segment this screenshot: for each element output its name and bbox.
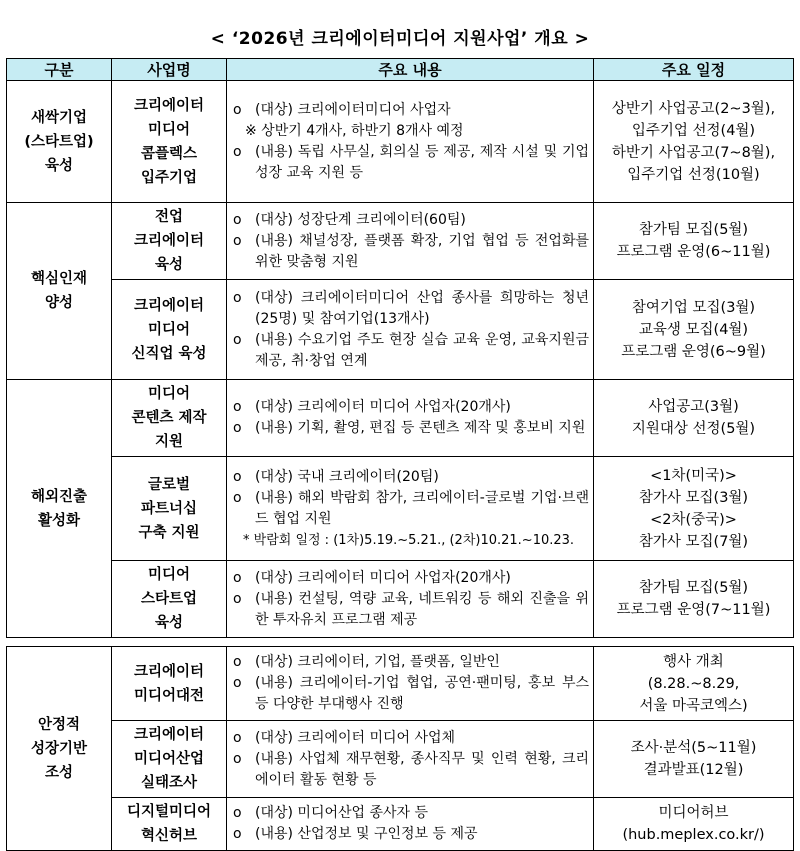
- program-name-text: 디지털미디어: [126, 804, 212, 820]
- schedule-text: (8.28.~8.29,: [647, 675, 740, 692]
- category-cell: [7, 81, 112, 203]
- bullet-item: [233, 824, 589, 845]
- schedule-text: <2차(중국)>: [650, 511, 737, 528]
- bullet-item: [233, 673, 589, 715]
- schedule-cell: [594, 561, 794, 638]
- bullet-marker: o: [233, 590, 242, 607]
- content-cell: [227, 647, 594, 721]
- header-schedule: 주요 일정: [594, 59, 794, 81]
- schedule-cell: [594, 81, 794, 203]
- schedule-cell: [594, 721, 794, 798]
- bullet-item: [233, 568, 589, 589]
- program-name-text: 크리에이터: [133, 663, 205, 680]
- bullet-marker: o: [233, 569, 242, 586]
- bullet-text: (대상) 성장단계 크리에이터(60팀): [255, 211, 466, 228]
- category-text: 조성: [44, 764, 73, 781]
- content-cell: [227, 561, 594, 638]
- schedule-text: 프로그램 운영(6~11월): [616, 244, 771, 260]
- bullet-text: (대상) 크리에이터미디어 사업자: [255, 101, 451, 118]
- program-name-cell: [112, 561, 227, 638]
- category-text: 핵심인재: [30, 271, 88, 287]
- category-text: 안정적: [37, 716, 81, 733]
- bullet-marker: o: [233, 211, 242, 228]
- program-name-cell: [112, 457, 227, 561]
- schedule-cell: [594, 457, 794, 561]
- schedule-text: <1차(미국)>: [650, 467, 737, 484]
- program-name-text: 미디어: [147, 567, 191, 583]
- bullet-item: [233, 418, 589, 439]
- program-name-cell: [112, 721, 227, 798]
- schedule-text: 상반기 사업공고(2~3월),: [611, 100, 776, 117]
- program-name-text: 콤플렉스: [140, 145, 198, 162]
- program-name-text: 미디어: [147, 121, 191, 138]
- bullet-text: (내용) 컨설팅, 역량 교육, 네트워킹 등 해외 진출을 위한 투자유치 프로그램 제공: [255, 590, 589, 628]
- bullet-item: [233, 589, 589, 631]
- program-name-cell: [112, 81, 227, 203]
- table-row: [7, 561, 794, 638]
- table-row: [7, 380, 794, 457]
- bullet-text: (대상) 크리에이터, 기업, 플랫폼, 일반인: [255, 654, 500, 670]
- note-text: ※ 상반기 4개사, 하반기 8개사 예정: [245, 122, 464, 139]
- bullet-item: [233, 467, 589, 488]
- schedule-text: 참가팀 모집(5월): [638, 580, 749, 596]
- bullet-marker: o: [233, 399, 242, 415]
- bullet-text: (대상) 크리에이터미디어 산업 종사를 희망하는 청년(25명) 및 참여기업(13개사): [255, 289, 589, 327]
- schedule-text: 사업공고(3월): [648, 399, 739, 415]
- bullet-text: (대상) 미디어산업 종사자 등: [255, 805, 429, 821]
- bullet-marker: o: [233, 805, 242, 821]
- program-name-text: 육성: [154, 615, 183, 631]
- bullet-marker: o: [233, 289, 242, 306]
- schedule-cell: [594, 280, 794, 380]
- program-name-text: 입주기업: [140, 169, 198, 186]
- category-cell: [7, 380, 112, 638]
- category-text: 양성: [44, 295, 73, 311]
- bullet-item: [233, 100, 589, 121]
- program-name-text: 혁신허브: [140, 828, 198, 844]
- bullet-marker: o: [233, 675, 242, 691]
- category-text: 새싹기업: [30, 109, 88, 126]
- bullet-item: [233, 330, 589, 372]
- program-name-text: 크리에이터: [133, 297, 205, 314]
- schedule-text: 하반기 사업공고(7~8월),: [611, 144, 776, 161]
- bullet-text: (내용) 독립 사무실, 회의실 등 제공, 제작 시설 및 기업성장 교육 지원 등: [255, 143, 589, 181]
- bullet-text: (대상) 크리에이터 미디어 사업체: [255, 729, 456, 746]
- bullet-text: (내용) 기획, 촬영, 편집 등 콘텐츠 제작 및 홍보비 지원: [255, 420, 586, 436]
- schedule-text: 행사 개최: [663, 653, 724, 670]
- program-name-text: 미디어산업: [133, 751, 205, 767]
- program-name-text: 미디어: [147, 386, 191, 402]
- header-program-name: 사업명: [112, 59, 227, 81]
- schedule-text: 참가팀 모집(5월): [638, 222, 749, 238]
- category-cell: [7, 203, 112, 380]
- table-row: [7, 457, 794, 561]
- schedule-text: (hub.meplex.co.kr/): [622, 827, 765, 843]
- schedule-text: 참가사 모집(7월): [638, 533, 749, 550]
- bullet-item: [233, 749, 589, 791]
- bullet-item: [233, 397, 589, 418]
- program-name-text: 전업: [154, 209, 183, 225]
- content-cell: [227, 798, 594, 851]
- header-category: 구분: [7, 59, 112, 81]
- schedule-cell: [594, 203, 794, 280]
- category-text: 활성화: [37, 512, 81, 529]
- schedule-text: 결과발표(12월): [643, 762, 744, 778]
- category-text: (스타트업): [24, 133, 94, 150]
- bullet-item: [233, 210, 589, 231]
- program-name-text: 크리에이터: [133, 727, 205, 743]
- bullet-text: (내용) 해외 박람회 참가, 크리에이터-글로벌 기업·브랜드 협업 지원: [255, 489, 589, 527]
- program-table: [6, 58, 794, 638]
- schedule-text: 참여기업 모집(3월): [631, 299, 756, 316]
- bullet-item: [233, 728, 589, 749]
- bullet-text: (대상) 국내 크리에이터(20팀): [255, 468, 439, 485]
- program-name-text: 미디어대전: [133, 687, 205, 704]
- bullet-item: [233, 652, 589, 673]
- schedule-text: 입주기업 선정(10월): [627, 166, 760, 183]
- content-cell: [227, 280, 594, 380]
- bullet-marker: o: [233, 750, 242, 767]
- table-row: [7, 721, 794, 798]
- program-name-cell: [112, 203, 227, 280]
- program-name-text: 지원: [154, 434, 183, 450]
- content-cell: [227, 457, 594, 561]
- program-name-text: 파트너십: [140, 500, 198, 517]
- bullet-marker: o: [233, 654, 242, 670]
- schedule-text: 입주기업 선정(4월): [631, 122, 756, 139]
- program-name-text: 글로벌: [147, 476, 191, 493]
- category-cell: [7, 647, 112, 851]
- table-header-row: [7, 59, 794, 81]
- bullet-text: (내용) 수요기업 주도 현장 실습 교육 운영, 교육지원금 제공, 취·창업 연계: [255, 331, 589, 369]
- schedule-text: 서울 마곡코엑스): [639, 697, 748, 714]
- program-name-cell: [112, 798, 227, 851]
- table-row: [7, 280, 794, 380]
- category-text: 육성: [44, 157, 73, 174]
- schedule-cell: [594, 798, 794, 851]
- schedule-cell: [594, 380, 794, 457]
- schedule-text: 교육생 모집(4월): [638, 321, 749, 338]
- program-name-text: 실태조사: [140, 775, 198, 791]
- program-name-cell: [112, 380, 227, 457]
- bullet-marker: o: [233, 232, 242, 249]
- bullet-item: [233, 803, 589, 824]
- page-title: < ‘2026년 크리에이터미디어 지원사업’ 개요 >: [210, 29, 590, 49]
- content-cell: [227, 203, 594, 280]
- schedule-text: 지원대상 선정(5월): [631, 421, 756, 437]
- table-row: [7, 203, 794, 280]
- bullet-marker: o: [233, 489, 242, 506]
- schedule-text: 프로그램 운영(7~11월): [616, 602, 771, 618]
- header-main-content: 주요 내용: [227, 59, 594, 81]
- table-row: [7, 81, 794, 203]
- program-name-text: 육성: [154, 257, 183, 273]
- bullet-marker: o: [233, 420, 242, 436]
- program-name-text: 구축 지원: [138, 524, 200, 541]
- program-name-cell: [112, 647, 227, 721]
- bullet-marker: o: [233, 729, 242, 746]
- bullet-text: (내용) 채널성장, 플랫폼 확장, 기업 협업 등 전업화를 위한 맞춤형 지원: [255, 232, 589, 270]
- program-name-text: 미디어: [147, 321, 191, 338]
- program-name-text: 콘텐츠 제작: [131, 410, 207, 426]
- bullet-item: [233, 231, 589, 273]
- program-name-text: 신직업 육성: [131, 345, 207, 362]
- program-name-text: 스타트업: [140, 591, 198, 607]
- bullet-item: [233, 142, 589, 184]
- bullet-marker: o: [233, 826, 242, 842]
- schedule-cell: [594, 647, 794, 721]
- bullet-marker: o: [233, 143, 242, 160]
- bullet-text: (내용) 사업체 재무현황, 종사직무 및 인력 현황, 크리에이터 활동 현황 등: [255, 750, 589, 788]
- table-row: [7, 798, 794, 851]
- content-cell: [227, 380, 594, 457]
- bullet-text: (대상) 크리에이터 미디어 사업자(20개사): [255, 399, 511, 415]
- bullet-marker: o: [233, 468, 242, 485]
- category-text: 성장기반: [30, 740, 88, 757]
- program-name-text: 크리에이터: [133, 233, 205, 249]
- program-name-cell: [112, 280, 227, 380]
- program-table-continued: [6, 646, 794, 851]
- table-row: [7, 647, 794, 721]
- bullet-text: (대상) 크리에이터 미디어 사업자(20개사): [255, 569, 511, 586]
- schedule-text: 프로그램 운영(6~9월): [621, 343, 766, 360]
- bullet-text: (내용) 크리에이터-기업 협업, 공연·팬미팅, 홍보 부스 등 다양한 부대행사 진행: [255, 675, 589, 712]
- bullet-text: (내용) 산업정보 및 구인정보 등 제공: [255, 826, 478, 842]
- schedule-text: 미디어허브: [658, 805, 729, 821]
- schedule-text: 조사·분석(5~11월): [630, 740, 757, 756]
- content-cell: [227, 721, 594, 798]
- category-text: 해외진출: [30, 488, 88, 505]
- note-text: * 박람회 일정 : (1차)5.19.~5.21., (2차)10.21.~10.23.: [243, 532, 575, 548]
- bullet-marker: o: [233, 331, 242, 348]
- program-name-text: 크리에이터: [133, 97, 205, 114]
- bullet-item: [233, 288, 589, 330]
- schedule-text: 참가사 모집(3월): [638, 489, 749, 506]
- bullet-item: [233, 488, 589, 530]
- bullet-marker: o: [233, 101, 242, 118]
- content-cell: [227, 81, 594, 203]
